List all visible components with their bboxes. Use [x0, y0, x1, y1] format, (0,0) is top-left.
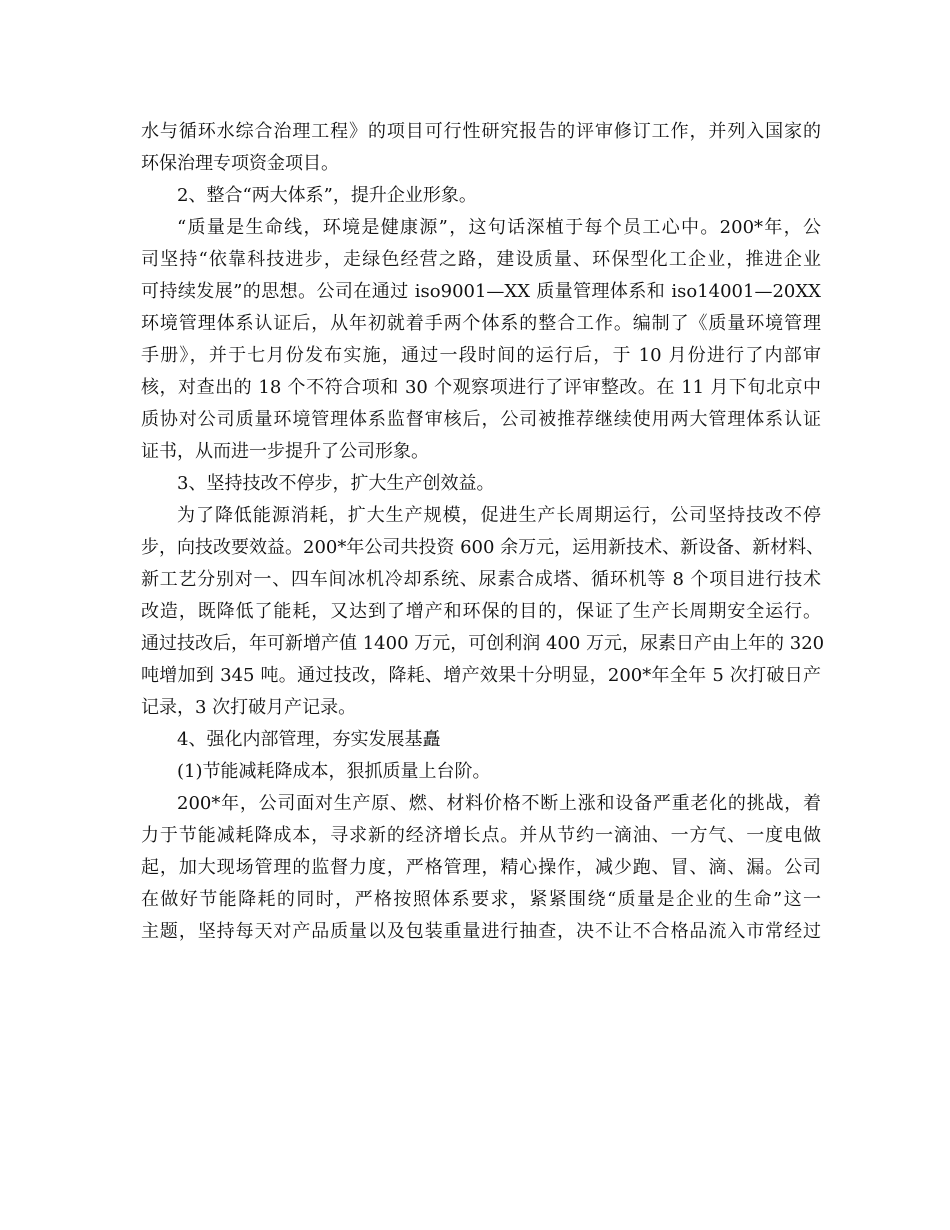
paragraph-line: 通过技改后，年可新增产值 1400 万元，可创利润 400 万元，尿素日产由上年的 320	[141, 633, 825, 654]
paragraph-line: 记录，3 次打破月产记录。	[141, 697, 357, 718]
paragraph-line: 水与循环水综合治理工程》的项目可行性研究报告的评审修订工作，并列入国家的	[141, 121, 821, 142]
paragraph-line: 司坚持“依靠科技进步，走绿色经营之路，建设质量、环保型化工企业，推进企业	[141, 249, 821, 270]
paragraph-line: 证书，从而进一步提升了公司形象。	[141, 441, 429, 462]
paragraph-line: 2、整合“两大体系”，提升企业形象。	[177, 185, 477, 206]
paragraph-line: (1)节能减耗降成本，狠抓质量上台阶。	[177, 761, 491, 782]
paragraph-line: 环保治理专项资金项目。	[141, 153, 339, 174]
paragraph-line: 3、坚持技改不停步，扩大生产创效益。	[177, 473, 495, 494]
paragraph-line: 手册》，并于七月份发布实施，通过一段时间的运行后，于 10 月份进行了内部审	[141, 345, 821, 366]
paragraph-line: 200*年，公司面对生产原、燃、材料价格不断上涨和设备严重老化的挑战，着	[177, 793, 821, 814]
paragraph-line: 力于节能减耗降成本，寻求新的经济增长点。并从节约一滴油、一方气、一度电做	[141, 825, 821, 846]
document-body	[141, 116, 825, 948]
paragraph-line: 环境管理体系认证后，从年初就着手两个体系的整合工作。编制了《质量环境管理	[141, 313, 821, 334]
paragraph-line: 主题，坚持每天对产品质量以及包装重量进行抽查，决不让不合格品流入市常经过	[141, 921, 821, 942]
paragraph-line: 起，加大现场管理的监督力度，严格管理，精心操作，减少跑、冒、滴、漏。公司	[141, 857, 821, 878]
paragraph-line: 为了降低能源消耗，扩大生产规模，促进生产长周期运行，公司坚持技改不停	[177, 505, 821, 526]
paragraph-line: 步，向技改要效益。200*年公司共投资 600 余万元，运用新技术、新设备、新材料、	[141, 537, 825, 558]
paragraph-line: 4、强化内部管理，夯实发展基矗	[177, 729, 441, 750]
paragraph-line: 质协对公司质量环境管理体系监督审核后，公司被推荐继续使用两大管理体系认证	[141, 409, 821, 430]
paragraph-line: 新工艺分别对一、四车间冰机冷却系统、尿素合成塔、循环机等 8 个项目进行技术	[141, 569, 821, 590]
paragraph-line: 吨增加到 345 吨。通过技改，降耗、增产效果十分明显，200*年全年 5 次打破日产	[141, 665, 821, 686]
paragraph-line: 在做好节能降耗的同时，严格按照体系要求，紧紧围绕“质量是企业的生命”这一	[141, 889, 821, 910]
paragraph-line: “质量是生命线，环境是健康源”，这句话深植于每个员工心中。200*年，公	[177, 217, 821, 238]
paragraph-line: 核，对查出的 18 个不符合项和 30 个观察项进行了评审整改。在 11 月下旬北京中	[141, 377, 821, 398]
paragraph-line: 改造，既降低了能耗，又达到了增产和环保的目的，保证了生产长周期安全运行。	[141, 601, 821, 622]
paragraph-line: 可持续发展”的思想。公司在通过 iso9001—XX 质量管理体系和 iso14001—20XX	[141, 281, 821, 302]
